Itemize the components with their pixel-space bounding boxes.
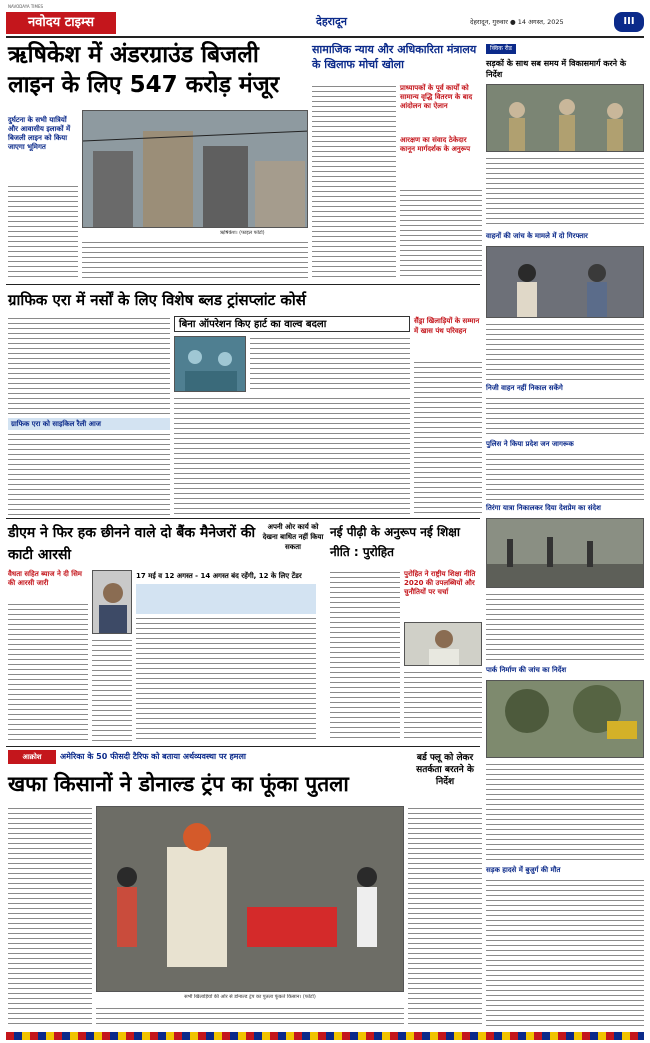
dm-body-2 bbox=[92, 638, 132, 742]
city-label: देहरादून bbox=[316, 15, 347, 28]
small-label: NAVODAYA TIMES bbox=[8, 4, 44, 9]
right-item-4: तिरंगा यात्रा निकालकर दिया देशप्रेम का संदेश bbox=[486, 504, 601, 512]
protest-headline: सामाजिक न्याय और अधिकारिता मंत्रालय के खिलाफ मोर्चा खोला bbox=[312, 43, 477, 71]
education-photo bbox=[404, 622, 482, 666]
protest-photo-graphic bbox=[97, 807, 404, 992]
page-number: III bbox=[614, 12, 644, 32]
color-strip bbox=[6, 1032, 644, 1040]
city-photo-graphic bbox=[83, 111, 308, 228]
police-photo-graphic bbox=[487, 85, 644, 152]
dm-sub: वैधता सहित ब्याज ने दी सिम की आरसी जारी bbox=[8, 570, 82, 587]
protest-point-2: आरक्षण का संवाद ठेकेदार कानून मार्गदर्शक के अनुरूप bbox=[400, 136, 471, 153]
lead-headline: ऋषिकेश में अंडरग्राउंड बिजली लाइन के लिए 547 करोड़ मंजूर bbox=[8, 42, 280, 98]
cyclists-body bbox=[414, 360, 482, 516]
surgery-photo bbox=[174, 336, 246, 392]
quick-read-tag: क्विक रीड bbox=[486, 44, 516, 54]
lead-photo bbox=[82, 110, 308, 228]
education-headline: नई पीढ़ी के अनुरूप नई शिक्षा नीति : पुरोहित bbox=[330, 525, 460, 559]
education-body-1 bbox=[330, 570, 400, 742]
heart-headline: बिना ऑपरेशन किए हार्ट का वाल्व बदला bbox=[174, 316, 410, 332]
protest-point-1: प्राध्यापकों के पूर्व कार्यों को सामान्य वृद्धि वितरण के बाद आंदोलन का ऐलान bbox=[400, 84, 473, 110]
right-item-2: निजी वाहन नहीं निकाल सकेंगे bbox=[486, 384, 563, 392]
farmers-body-2 bbox=[96, 1006, 404, 1028]
farmers-headline: खफा किसानों ने डोनाल्ड ट्रंप का फूंका पुतला bbox=[8, 772, 349, 796]
dm-headline: डीएम ने फिर हक छीनने वाले दो बैंक मैनेजरों की काटी आरसी bbox=[8, 525, 256, 563]
notice-box-title: अपनी ओर कार्य को देखना बाधित नहीं किया सकता bbox=[262, 523, 324, 551]
farmers-kicker: आक्रोश bbox=[8, 750, 56, 764]
right-body-2 bbox=[486, 322, 644, 380]
right-body-5 bbox=[486, 592, 644, 662]
protest-body-1 bbox=[312, 84, 396, 280]
right-body-1 bbox=[486, 156, 644, 228]
protest-body-2 bbox=[400, 188, 482, 280]
right-item-5: पार्क निर्माण की जांच का निर्देश bbox=[486, 666, 567, 674]
heart-body-1 bbox=[250, 336, 410, 392]
farmers-deck: अमेरिका के 50 फीसदी टैरिफ को बताया अर्थव्यवस्था पर हमला bbox=[60, 752, 246, 761]
nurses-headline: ग्राफिक एरा में नर्सों के लिए विशेष ब्लड ट्रांसप्लांट कोर्स bbox=[8, 291, 306, 309]
cyclists-headline: सैंड्रा खिलाड़ियों के सम्मान में खास पंथ परिवहन bbox=[414, 317, 480, 335]
rally-photo-graphic bbox=[487, 519, 644, 588]
birdflu-headline: बर्ड फ्लू को लेकर सतर्कता बरतने के निर्देश bbox=[416, 753, 474, 787]
arrest-photo bbox=[486, 246, 644, 318]
lead-sub: दुर्घटना के सभी यात्रियों और आवासीय इलाकों में बिजली लाइन को किया जाएगा भूमिगत bbox=[8, 116, 71, 151]
notice-headline: 17 मई व 12 अगस्त - 14 अगस्त बंद रहेंगी, 12 के लिए टेंडर bbox=[136, 572, 302, 580]
dm-portrait bbox=[93, 571, 132, 634]
farmers-photo bbox=[96, 806, 404, 992]
right-body-7 bbox=[486, 878, 644, 1028]
divider-3 bbox=[6, 746, 480, 747]
farmers-body-1 bbox=[8, 806, 92, 1028]
birdflu-body bbox=[408, 806, 482, 1028]
rally-photo bbox=[486, 518, 644, 588]
surgery-photo-graphic bbox=[175, 337, 246, 392]
nurses-sub: ग्राफिक एरा को साइकिल रैली आज bbox=[8, 418, 170, 430]
police-photo bbox=[486, 84, 644, 152]
right-body-6 bbox=[486, 762, 644, 862]
nurses-body bbox=[8, 316, 170, 414]
lead-body-1 bbox=[8, 184, 78, 280]
heart-body-2 bbox=[174, 396, 410, 516]
paper-name: नवोदय टाइम्स bbox=[6, 12, 116, 34]
nurses-body-2 bbox=[8, 432, 170, 516]
arrest-photo-graphic bbox=[487, 247, 644, 318]
dm-body-1 bbox=[8, 602, 88, 742]
park-photo bbox=[486, 680, 644, 758]
education-sub: पुरोहित ने राष्ट्रीय शिक्षा नीति 2020 की उपलब्धियों और चुनौतियों पर चर्चा bbox=[404, 570, 476, 596]
notice-box bbox=[136, 584, 316, 614]
notice-body bbox=[136, 616, 316, 742]
date-line: देहरादून, गुरुवार ● 14 अगस्त, 2025 bbox=[470, 18, 564, 26]
education-body-2 bbox=[404, 670, 482, 742]
divider-2 bbox=[6, 518, 480, 519]
right-item-1: वाहनों की जांच के मामले में दो गिरफ्तार bbox=[486, 232, 588, 240]
right-item-6: सड़क हादसे में बुजुर्ग की मौत bbox=[486, 866, 561, 874]
education-portrait bbox=[405, 623, 482, 666]
lead-photo-caption: ऋषिकेश। (फाइल फोटो) bbox=[220, 230, 265, 236]
right-body-3 bbox=[486, 396, 644, 436]
right-headline: सड़कों के साथ सब समय में विकासमार्ग करने के निर्देश bbox=[486, 59, 627, 79]
masthead-rule bbox=[6, 36, 644, 38]
park-photo-graphic bbox=[487, 681, 644, 758]
right-body-4 bbox=[486, 452, 644, 500]
divider-1 bbox=[6, 284, 480, 285]
right-item-3: पुलिस ने किया प्रदेश जन जागरूक bbox=[486, 440, 574, 448]
lead-body-2 bbox=[82, 240, 308, 280]
farmers-photo-caption: सभी खिलाड़ियों की ओर से डोनाल्ड ट्रंप का पुतला फूंकते किसान। (फोटो) bbox=[184, 994, 316, 1000]
dm-photo bbox=[92, 570, 132, 634]
